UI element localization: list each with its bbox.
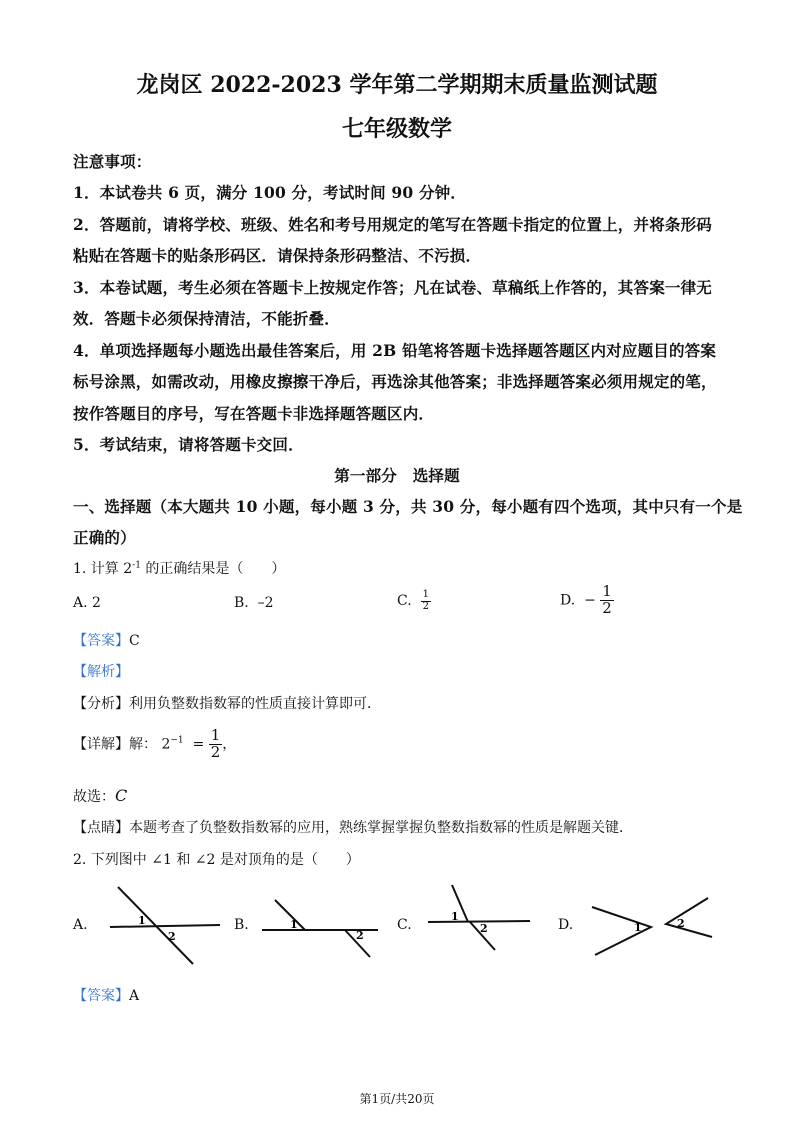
choose-1: 故选：C bbox=[73, 786, 128, 805]
notice-line: 效．答题卡必须保持清洁，不能折叠． bbox=[73, 309, 340, 328]
part-heading: 第一部分 选择题 bbox=[334, 466, 460, 485]
figure-d-angle1-label: 1 bbox=[634, 921, 642, 934]
notice-line: 2．答题前，请将学校、班级、姓名和考号用规定的笔写在答题卡指定的位置上，并将条形码 bbox=[73, 215, 712, 234]
page-number: 第1页/共20页 bbox=[359, 1092, 435, 1106]
fenxi-1: 【分析】利用负整数指数幂的性质直接计算即可． bbox=[73, 696, 381, 712]
figure-c bbox=[428, 885, 530, 950]
notice-line: 3．本卷试题，考生必须在答题卡上按规定作答；凡在试卷、草稿纸上作答的，其答案一律无 bbox=[73, 278, 712, 297]
figure-c-angle1-label: 1 bbox=[451, 910, 459, 923]
notice-line: 粘贴在答题卡的贴条形码区．请保持条形码整洁、不污损． bbox=[73, 246, 482, 265]
figure-b-label: B. bbox=[234, 917, 249, 933]
option-c: C. $\frac{1}{2}$ bbox=[397, 589, 429, 612]
figure-a-angle2-label: 2 bbox=[168, 930, 176, 943]
answer-2: 【答案】A bbox=[73, 988, 140, 1004]
option-d: D. − $\frac{1}{2}$ bbox=[560, 582, 612, 617]
notice-line: 按作答题目的序号，写在答题卡非选择题答题区内． bbox=[73, 404, 435, 423]
option-b: B. –2 bbox=[234, 595, 274, 611]
option-a: A. 2 bbox=[73, 595, 101, 611]
notice-line: 4．单项选择题每小题选出最佳答案后，用 2B 铅笔将答题卡选择题答题区内对应题目的答案 bbox=[73, 341, 717, 360]
figure-b-angle1-label: 1 bbox=[290, 918, 298, 931]
figure-d-angle2-label: 2 bbox=[677, 917, 685, 930]
figure-a bbox=[110, 887, 220, 964]
figure-c-angle2-label: 2 bbox=[480, 922, 488, 935]
figure-d-label: D. bbox=[558, 917, 574, 933]
notice-line: 1．本试卷共 6 页，满分 100 分，考试时间 90 分钟． bbox=[73, 183, 467, 202]
detail-1: 【详解】解： $2^{-1}$ = $\frac{1}{2}$ ， bbox=[73, 726, 237, 761]
figure-a-label: A. bbox=[73, 917, 88, 933]
question-1-stem: 1. 计算 $2^{-1}$ 的正确结果是（ ） bbox=[73, 560, 286, 577]
figure-a-angle1-label: 1 bbox=[138, 914, 146, 927]
dianjing-1: 【点睛】本题考查了负整数指数幂的应用，熟练掌握掌握负整数指数幂的性质是解题关键． bbox=[73, 820, 633, 836]
notice-line: 5．考试结束，请将答题卡交回． bbox=[73, 435, 304, 454]
answer-1: 【答案】C bbox=[73, 633, 140, 649]
section-heading: 一、选择题（本大题共 10 小题，每小题 3 分，共 30 分，每小题有四个选项，其中只有一个是 bbox=[73, 497, 743, 516]
figure-b-angle2-label: 2 bbox=[356, 929, 364, 942]
figure-c-label: C. bbox=[397, 917, 412, 933]
exam-title: 龙岗区 2022-2023 学年第二学期期末质量监测试题 bbox=[136, 72, 658, 98]
question-2-stem: 2. 下列图中 ∠1 和 ∠2 是对顶角的是（ ） bbox=[73, 852, 360, 868]
notice-heading: 注意事项： bbox=[73, 152, 152, 171]
exam-subtitle: 七年级数学 bbox=[341, 116, 452, 142]
angle-figures bbox=[0, 875, 794, 975]
analysis-tag: 【解析】 bbox=[73, 664, 129, 680]
figure-d bbox=[592, 898, 712, 955]
notice-line: 标号涂黑，如需改动，用橡皮擦擦干净后，再选涂其他答案；非选择题答案必须用规定的笔， bbox=[73, 372, 717, 391]
section-heading-cont: 正确的） bbox=[73, 528, 136, 547]
